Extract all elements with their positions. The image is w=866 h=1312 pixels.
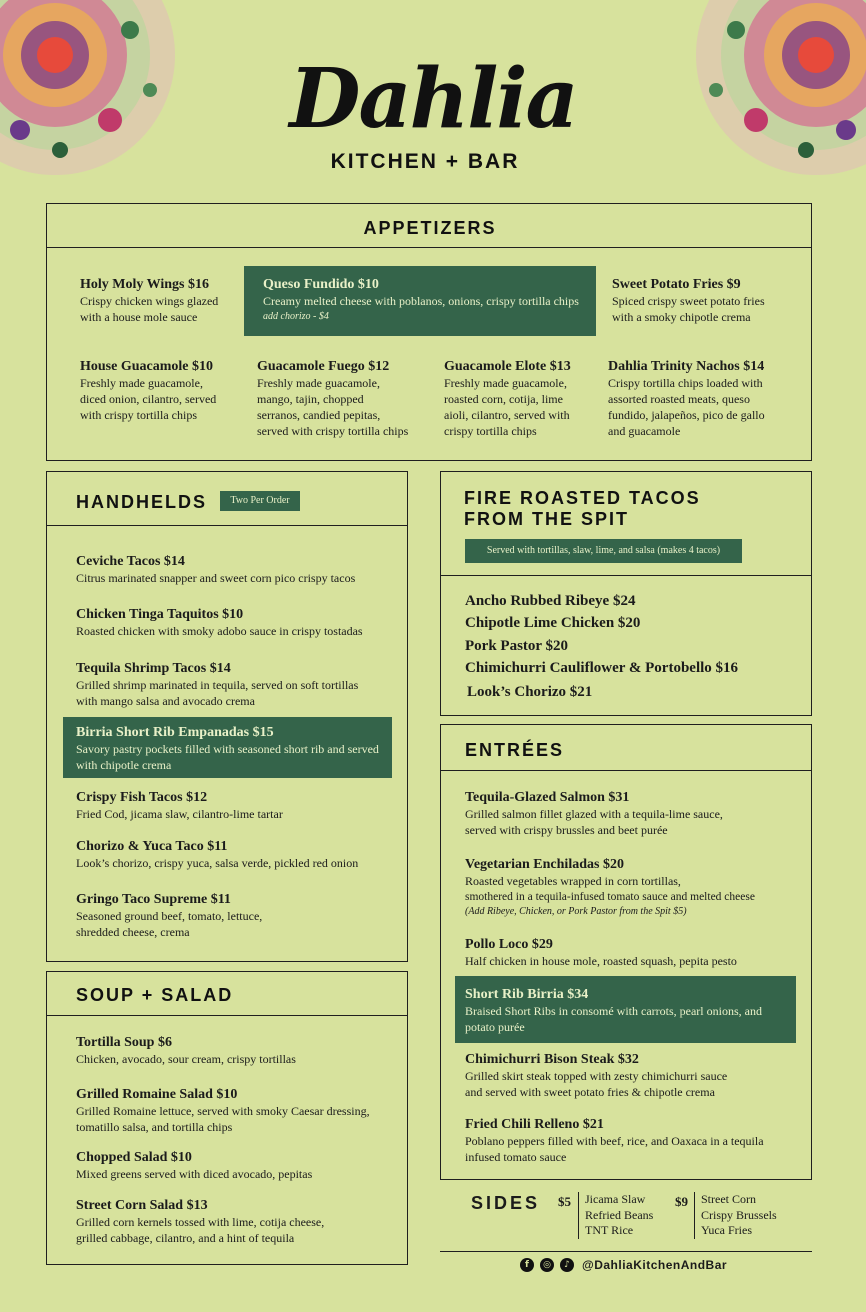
item-desc: Grilled skirt steak topped with zesty chimichurri sauce <box>465 1069 728 1083</box>
menu-item <box>76 1034 396 1067</box>
brand-subtitle: KITCHEN + BAR <box>330 150 520 173</box>
item-desc: Grilled corn kernels tossed with lime, cotija cheese, <box>76 1215 325 1229</box>
handhelds-title: HANDHELDS <box>76 492 208 512</box>
menu-item <box>465 1116 805 1165</box>
item-desc: and served with sweet potato fries & chipotle crema <box>465 1085 715 1099</box>
side-item: TNT Rice <box>585 1223 634 1237</box>
side-item: Yuca Fries <box>701 1223 752 1237</box>
item-desc: served with crispy tortilla chips <box>257 424 409 438</box>
item-desc: Spiced crispy sweet potato fries <box>612 294 765 308</box>
item-name: Holy Moly Wings $16 <box>80 277 210 292</box>
item-desc: with mango salsa and avocado crema <box>76 694 255 708</box>
item-desc: smothered in a tequila-infused tomato sauce and melted cheese <box>465 891 755 903</box>
item-name: Street Corn Salad $13 <box>76 1198 208 1213</box>
item-desc: crispy tortilla chips <box>444 424 537 438</box>
item-desc: with chipotle crema <box>76 758 172 772</box>
item-name: Gringo Taco Supreme $11 <box>76 892 231 907</box>
social-handle[interactable]: @DahliaKitchenAndBar <box>582 1258 728 1272</box>
item-desc: Roasted vegetables wrapped in corn tortillas, <box>465 874 681 888</box>
menu-item <box>76 606 396 639</box>
item-desc: Look’s chorizo, crispy yuca, salsa verde, pickled red onion <box>76 856 359 870</box>
menu-item <box>76 1086 396 1135</box>
tacos-title-line1: FIRE ROASTED TACOS <box>464 488 701 508</box>
item-desc: mango, tajin, chopped <box>257 392 364 406</box>
side-item: Refried Beans <box>585 1207 654 1222</box>
menu-item <box>257 358 437 439</box>
item-name: Grilled Romaine Salad $10 <box>76 1087 238 1102</box>
side-item: Crispy Brussels <box>701 1207 777 1222</box>
item-desc: shredded cheese, crema <box>76 925 190 939</box>
item-name: Chorizo & Yuca Taco $11 <box>76 839 228 854</box>
item-name: Sweet Potato Fries $9 <box>612 277 741 292</box>
facebook-icon[interactable]: f <box>520 1258 534 1272</box>
item-name: Guacamole Fuego $12 <box>257 359 390 374</box>
menu-item <box>80 358 250 423</box>
item-desc: diced onion, cilantro, served <box>80 392 217 406</box>
side-item: Street Corn <box>701 1192 756 1206</box>
menu-item <box>76 1197 396 1246</box>
tacos-badge: Served with tortillas, slaw, lime, and salsa (makes 4 tacos) <box>465 539 742 563</box>
taco-item: Chimichurri Cauliflower & Portobello $16 <box>465 660 739 676</box>
item-name: Tequila Shrimp Tacos $14 <box>76 661 231 676</box>
menu-item <box>612 276 807 325</box>
item-desc: Poblano peppers filled with beef, rice, and Oaxaca in a tequila <box>465 1134 764 1148</box>
menu-item <box>76 553 396 586</box>
item-note: (Add Ribeye, Chicken, or Pork Pastor from the Spit $5) <box>465 906 687 917</box>
instagram-icon[interactable]: ◎ <box>540 1258 554 1272</box>
item-desc: Half chicken in house mole, roasted squash, pepita pesto <box>465 954 737 968</box>
item-desc: Braised Short Ribs in consomé with carrots, pearl onions, and <box>465 1004 762 1018</box>
item-name: Tequila-Glazed Salmon $31 <box>465 790 630 805</box>
menu-item-featured <box>455 976 796 1043</box>
menu-item <box>465 936 805 969</box>
item-desc: and guacamole <box>608 424 681 438</box>
entrees-section <box>440 724 812 1180</box>
item-desc: Freshly made guacamole, <box>257 376 380 390</box>
item-desc: with a smoky chipotle crema <box>612 310 751 324</box>
item-desc: aioli, cilantro, served with <box>444 408 570 422</box>
menu-item <box>80 276 260 325</box>
menu-item-featured <box>63 717 392 778</box>
item-desc: fundido, jalapeños, pico de gallo <box>608 408 765 422</box>
entrees-title: ENTRÉES <box>465 740 565 760</box>
menu-item-featured <box>244 266 596 336</box>
menu-item <box>76 789 396 822</box>
item-desc: assorted roasted meats, queso <box>608 392 750 406</box>
handhelds-section <box>46 471 408 962</box>
item-name: House Guacamole $10 <box>80 359 213 374</box>
taco-item: Chipotle Lime Chicken $20 <box>465 615 641 631</box>
menu-item <box>465 856 810 917</box>
item-desc: Grilled salmon fillet glazed with a tequila-lime sauce, <box>465 807 723 821</box>
appetizers-title: APPETIZERS <box>363 218 497 238</box>
menu-item <box>465 1051 805 1100</box>
item-desc: Crispy chicken wings glazed <box>80 294 219 308</box>
item-name: Guacamole Elote $13 <box>444 359 571 374</box>
item-desc: served with crispy brussles and beet purée <box>465 823 668 837</box>
item-name: Chicken Tinga Taquitos $10 <box>76 607 244 622</box>
item-desc: Savory pastry pockets filled with seasoned short rib and served <box>76 742 379 756</box>
handhelds-badge: Two Per Order <box>220 491 300 511</box>
footer-divider <box>440 1251 812 1252</box>
item-desc: Seasoned ground beef, tomato, lettuce, <box>76 909 263 923</box>
item-name: Queso Fundido $10 <box>263 277 379 292</box>
item-name: Short Rib Birria $34 <box>465 987 589 1002</box>
tacos-title-line2: FROM THE SPIT <box>464 509 629 529</box>
item-desc: Creamy melted cheese with poblanos, onions, crispy tortilla chips <box>263 294 579 308</box>
item-name: Birria Short Rib Empanadas $15 <box>76 725 274 740</box>
item-desc: tomatillo salsa, and tortilla chips <box>76 1120 233 1134</box>
item-name: Crispy Fish Tacos $12 <box>76 790 208 805</box>
item-name: Ceviche Tacos $14 <box>76 554 185 569</box>
menu-item <box>76 660 396 709</box>
item-note: add chorizo - $4 <box>263 311 329 322</box>
sides-list <box>694 1192 777 1239</box>
item-desc: Mixed greens served with diced avocado, pepitas <box>76 1167 313 1181</box>
item-desc: infused tomato sauce <box>465 1150 567 1164</box>
brand-logo: Dahlia <box>289 51 577 147</box>
item-name: Vegetarian Enchiladas $20 <box>465 857 624 872</box>
item-desc: with crispy tortilla chips <box>80 408 197 422</box>
item-desc: Fried Cod, jicama slaw, cilantro-lime tartar <box>76 807 283 821</box>
item-desc: Grilled Romaine lettuce, served with smoky Caesar dressing, <box>76 1104 370 1118</box>
sides-list <box>578 1192 653 1239</box>
item-desc: Citrus marinated snapper and sweet corn pico crispy tacos <box>76 571 356 585</box>
item-desc: Grilled shrimp marinated in tequila, served on soft tortillas <box>76 678 359 692</box>
menu-item <box>76 838 396 871</box>
item-desc: grilled cabbage, cilantro, and a hint of tequila <box>76 1231 295 1245</box>
item-desc: Freshly made guacamole, <box>444 376 567 390</box>
social-links <box>520 1258 727 1272</box>
soup-salad-title: SOUP + SALAD <box>76 985 234 1005</box>
item-name: Chopped Salad $10 <box>76 1150 192 1165</box>
item-desc: Freshly made guacamole, <box>80 376 203 390</box>
side-item: Jicama Slaw <box>585 1192 646 1206</box>
item-name: Chimichurri Bison Steak $32 <box>465 1052 639 1067</box>
menu-item <box>76 1149 396 1182</box>
taco-item: Look’s Chorizo $21 <box>467 684 593 700</box>
menu-item <box>76 891 396 940</box>
item-name: Tortilla Soup $6 <box>76 1035 172 1050</box>
item-desc: Chicken, avocado, sour cream, crispy tortillas <box>76 1052 296 1066</box>
item-desc: roasted corn, cotija, lime <box>444 392 563 406</box>
sides-price: $9 <box>675 1194 688 1209</box>
menu-item <box>608 358 808 439</box>
menu-item <box>444 358 604 439</box>
taco-item: Pork Pastor $20 <box>465 638 569 654</box>
item-desc: with a house mole sauce <box>80 310 198 324</box>
item-desc: Roasted chicken with smoky adobo sauce in crispy tostadas <box>76 624 363 638</box>
sides-title: SIDES <box>471 1193 541 1213</box>
tiktok-icon[interactable]: ♪ <box>560 1258 574 1272</box>
taco-item: Ancho Rubbed Ribeye $24 <box>465 593 636 609</box>
sides-price: $5 <box>558 1194 571 1209</box>
appetizers-section <box>46 203 812 461</box>
item-name: Dahlia Trinity Nachos $14 <box>608 359 765 374</box>
item-desc: potato purée <box>465 1020 525 1034</box>
item-desc: Crispy tortilla chips loaded with <box>608 376 763 390</box>
item-desc: serranos, candied pepitas, <box>257 408 381 422</box>
item-name: Pollo Loco $29 <box>465 937 553 952</box>
soup-salad-section <box>46 971 408 1265</box>
tacos-section <box>440 471 812 716</box>
menu-item <box>465 789 805 838</box>
item-name: Fried Chili Relleno $21 <box>465 1117 604 1132</box>
